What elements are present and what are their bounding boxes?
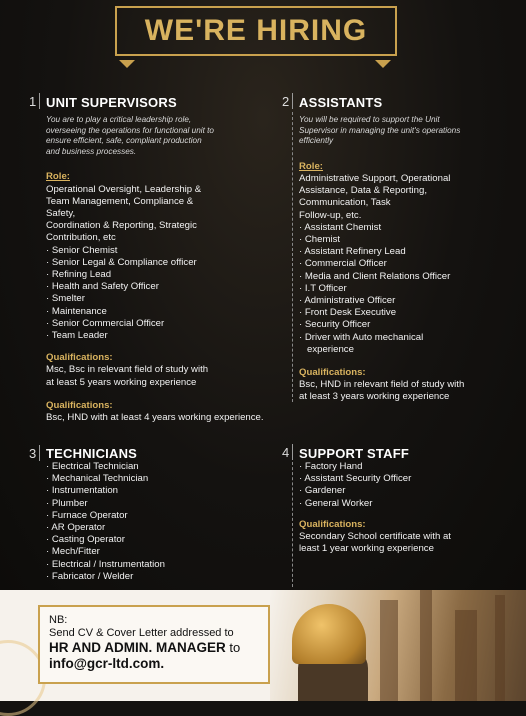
list-item: · Assistant Chemist <box>299 222 519 234</box>
section-1-qualifications-heading: Qualifications: <box>46 352 113 364</box>
list-item: · Fabricator / Welder <box>46 571 261 583</box>
list-item-continuation: experience <box>307 343 354 355</box>
section-3-divider <box>39 445 40 461</box>
list-item: · Casting Operator <box>46 534 261 546</box>
list-item: · Instrumentation <box>46 485 261 497</box>
section-1-intro: You are to play a critical leadership role, overseeing the operations for functional unit to ensure efficient, safe, compliant production and business processes. <box>46 115 214 156</box>
list-item: · Health and Safety Officer <box>46 281 261 293</box>
section-2-divider <box>292 93 293 109</box>
list-item: · Refining Lead <box>46 269 261 281</box>
list-item: · Senior Chemist <box>46 245 261 257</box>
refinery-tower <box>380 600 398 701</box>
list-item: · Smelter <box>46 293 261 305</box>
list-item: · Mechanical Technician <box>46 473 261 485</box>
section-1-qualifications-2-text: Bsc, HND with at least 4 years working experience. <box>46 412 264 424</box>
section-2-intro: You will be required to support the Unit Supervisor in managing the unit's operations efficiently <box>299 115 461 146</box>
section-2-qualifications-text: Bsc, HND in relevant field of study with at least 3 years working experience <box>299 379 465 403</box>
list-item: · Furnace Operator <box>46 510 261 522</box>
list-item: · General Worker <box>299 498 519 510</box>
list-item: · Electrical Technician <box>46 461 261 473</box>
list-item: · Assistant Refinery Lead <box>299 246 519 258</box>
application-notice <box>38 605 270 684</box>
list-item: · Front Desk Executive <box>299 307 519 319</box>
section-1-role-description: Operational Oversight, Leadership & Team Management, Compliance & Safety, Coordination & Reporting, Strategic Contribution, etc <box>46 183 202 244</box>
section-1-role-heading: Role: <box>46 171 70 183</box>
section-3-title: TECHNICIANS <box>46 446 138 461</box>
header-pointer-right <box>375 60 391 68</box>
section-2-qualifications-heading: Qualifications: <box>299 367 366 379</box>
list-item: · Senior Commercial Officer <box>46 318 261 330</box>
page-title: WE'RE HIRING <box>144 14 368 47</box>
list-item: · Senior Legal & Compliance officer <box>46 257 261 269</box>
section-2-title: ASSISTANTS <box>299 95 383 110</box>
refinery-tower <box>420 590 432 701</box>
section-2-body <box>299 115 519 404</box>
section-4-divider <box>292 444 293 460</box>
list-item: · Chemist <box>299 234 519 246</box>
list-item: · Administrative Officer <box>299 295 519 307</box>
list-item: · AR Operator <box>46 522 261 534</box>
section-4-qualifications-text: Secondary School certificate with at least 1 year working experience <box>299 531 451 555</box>
section-4-qualifications-heading: Qualifications: <box>299 518 366 530</box>
section-3-number: 3 <box>29 446 37 461</box>
list-item: · Mech/Fitter <box>46 546 261 558</box>
list-item: · Electrical / Instrumentation <box>46 559 261 571</box>
list-item: · Plumber <box>46 498 261 510</box>
nb-label: NB: <box>49 614 68 626</box>
section-1-title: UNIT SUPERVISORS <box>46 95 177 110</box>
list-item: · Media and Client Relations Officer <box>299 271 519 283</box>
section-4-title: SUPPORT STAFF <box>299 446 409 461</box>
section-4-number: 4 <box>282 445 290 460</box>
section-1-body <box>46 115 264 424</box>
list-item: · Factory Hand <box>299 461 519 473</box>
list-item: · I.T Officer <box>299 283 519 295</box>
section-2-number: 2 <box>282 94 290 109</box>
notice-line-1: Send CV & Cover Letter addressed to <box>49 627 234 639</box>
refinery-tower <box>495 595 505 701</box>
list-item: · Commercial Officer <box>299 258 519 270</box>
section-1-qualifications-2-heading: Qualifications: <box>46 399 113 411</box>
section-1-qualifications-text: Msc, Bsc in relevant field of study with at least 5 years working experience <box>46 364 209 388</box>
section-1-number: 1 <box>29 94 37 109</box>
list-item: · Driver with Auto mechanical <box>299 332 519 344</box>
list-item: · Maintenance <box>46 306 261 318</box>
list-item: · Security Officer <box>299 319 519 331</box>
column-separator-bottom <box>292 462 293 587</box>
column-separator-top <box>292 112 293 402</box>
list-item: · Team Leader <box>46 330 261 342</box>
section-2-role-description: Administrative Support, Operational Assistance, Data & Reporting, Communication, Task Follow-up, etc. <box>299 172 451 221</box>
section-4-body <box>299 461 519 555</box>
header-pointer-left <box>119 60 135 68</box>
list-item: · Gardener <box>299 485 519 497</box>
notice-line-2: HR AND ADMIN. MANAGER to <box>49 640 241 655</box>
header-banner <box>115 6 397 56</box>
section-3-body <box>46 461 261 583</box>
contact-email[interactable]: info@gcr-ltd.com. <box>49 656 165 671</box>
refinery-tower <box>455 610 477 701</box>
list-item: · Assistant Security Officer <box>299 473 519 485</box>
section-2-role-heading: Role: <box>299 160 323 172</box>
section-1-divider <box>39 93 40 109</box>
